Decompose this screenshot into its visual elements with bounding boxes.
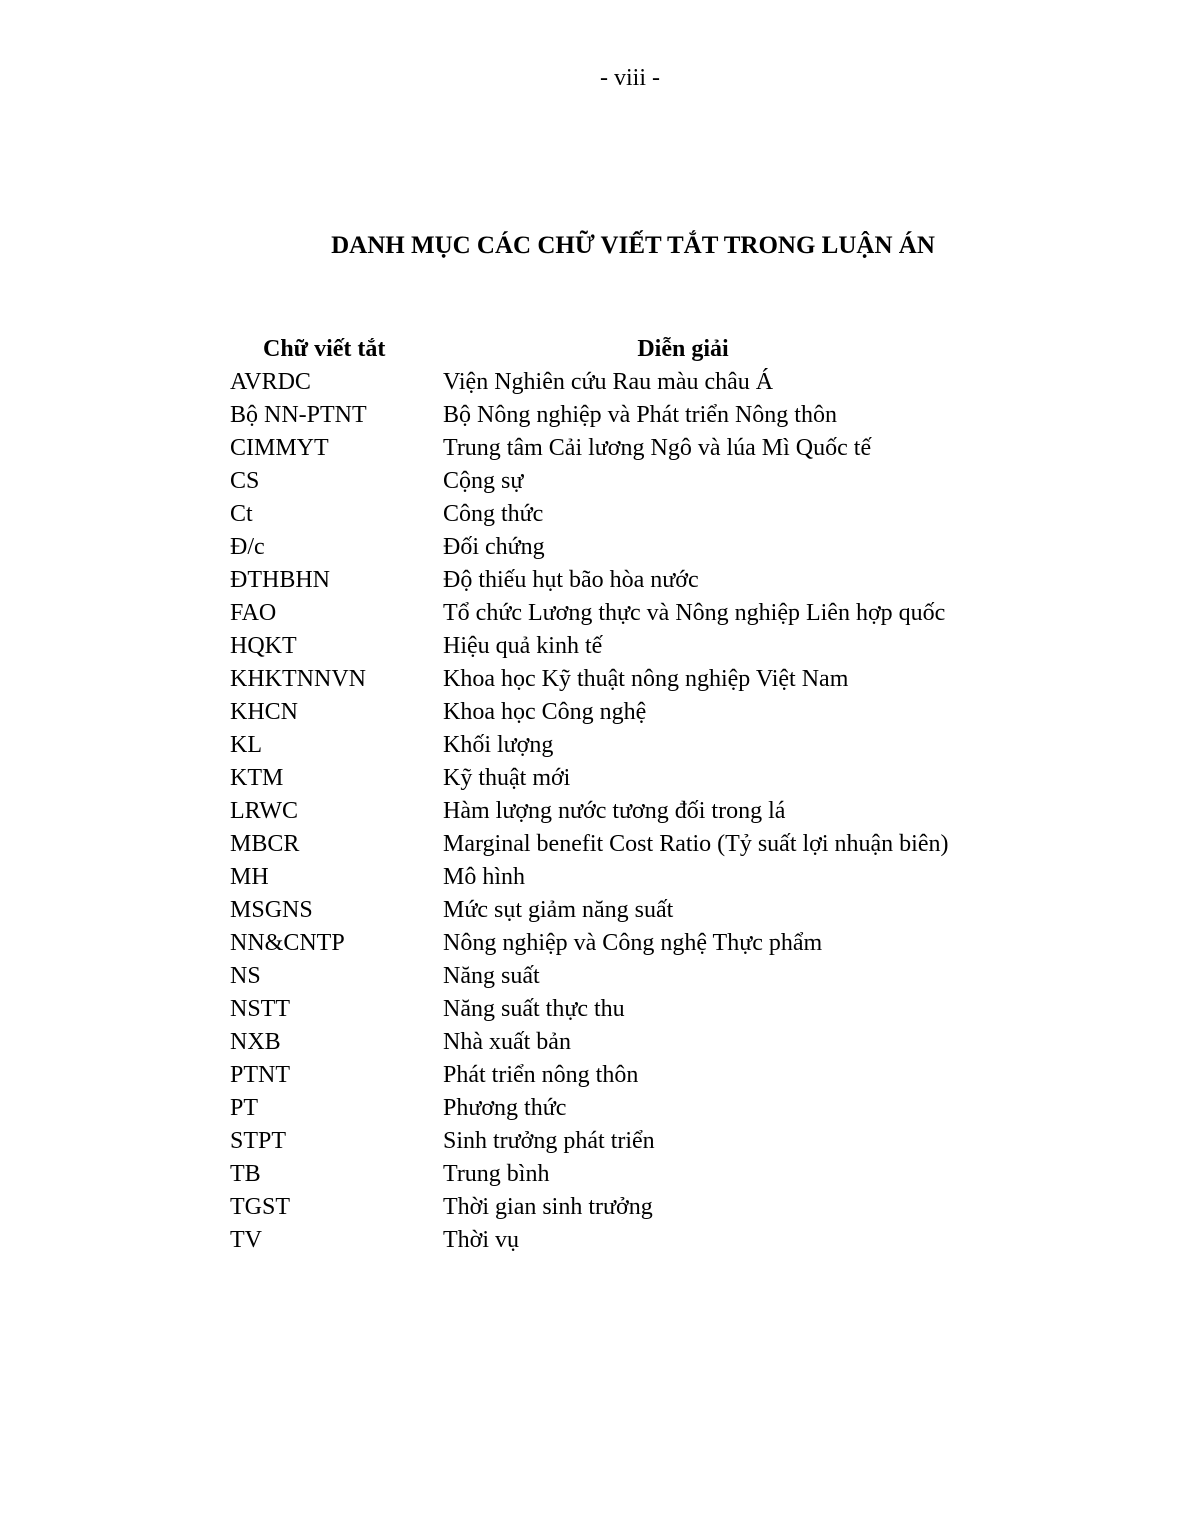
description-cell: Nông nghiệp và Công nghệ Thực phẩm bbox=[443, 930, 823, 956]
table-row bbox=[230, 993, 1003, 1026]
table-row bbox=[230, 1191, 1003, 1224]
abbreviation-cell: Ct bbox=[230, 501, 253, 527]
abbreviation-cell: KHKTNNVN bbox=[230, 666, 366, 692]
table-row bbox=[230, 531, 1003, 564]
abbreviation-cell: MH bbox=[230, 864, 269, 890]
abbreviation-cell: CS bbox=[230, 468, 260, 494]
table-row bbox=[230, 498, 1003, 531]
description-cell: Phát triển nông thôn bbox=[443, 1062, 639, 1088]
description-cell: Sinh trưởng phát triển bbox=[443, 1128, 655, 1154]
description-cell: Bộ Nông nghiệp và Phát triển Nông thôn bbox=[443, 402, 837, 428]
table-row bbox=[230, 663, 1003, 696]
table-row bbox=[230, 762, 1003, 795]
page-title: DANH MỤC CÁC CHỮ VIẾT TẮT TRONG LUẬN ÁN bbox=[331, 232, 935, 259]
description-cell: Khối lượng bbox=[443, 732, 554, 758]
table-row bbox=[230, 1158, 1003, 1191]
abbreviation-cell: NS bbox=[230, 963, 261, 989]
abbreviation-cell: TGST bbox=[230, 1194, 290, 1220]
abbreviation-table bbox=[230, 333, 1003, 1257]
abbreviation-cell: LRWC bbox=[230, 798, 299, 824]
abbreviation-cell: NN&CNTP bbox=[230, 930, 345, 956]
description-cell: Thời gian sinh trưởng bbox=[443, 1194, 653, 1220]
description-cell: Viện Nghiên cứu Rau màu châu Á bbox=[443, 369, 774, 395]
table-body bbox=[230, 366, 1003, 1257]
abbreviation-cell: NXB bbox=[230, 1029, 281, 1055]
table-row bbox=[230, 927, 1003, 960]
abbreviation-cell: PT bbox=[230, 1095, 259, 1121]
description-cell: Trung tâm Cải lương Ngô và lúa Mì Quốc tế bbox=[443, 435, 872, 461]
description-cell: Trung bình bbox=[443, 1161, 550, 1187]
table-row bbox=[230, 630, 1003, 663]
abbreviation-cell: STPT bbox=[230, 1128, 287, 1154]
abbreviation-cell: ĐTHBHN bbox=[230, 567, 330, 593]
description-cell: Năng suất thực thu bbox=[443, 996, 625, 1022]
abbreviation-cell: MBCR bbox=[230, 831, 300, 857]
table-row bbox=[230, 1059, 1003, 1092]
description-cell: Cộng sự bbox=[443, 468, 524, 494]
table-row bbox=[230, 1026, 1003, 1059]
abbreviation-cell: FAO bbox=[230, 600, 277, 626]
table-row bbox=[230, 894, 1003, 927]
abbreviation-cell: PTNT bbox=[230, 1062, 290, 1088]
table-row bbox=[230, 465, 1003, 498]
description-cell: Mức sụt giảm năng suất bbox=[443, 897, 674, 923]
table-row bbox=[230, 795, 1003, 828]
abbreviation-cell: Bộ NN-PTNT bbox=[230, 402, 367, 428]
description-cell: Phương thức bbox=[443, 1095, 567, 1121]
description-cell: Hiệu quả kinh tế bbox=[443, 633, 603, 659]
description-cell: Marginal benefit Cost Ratio (Tỷ suất lợi nhuận biên) bbox=[443, 831, 949, 857]
description-cell: Độ thiếu hụt bão hòa nước bbox=[443, 567, 699, 593]
abbreviation-cell: NSTT bbox=[230, 996, 290, 1022]
table-row bbox=[230, 432, 1003, 465]
description-cell: Kỹ thuật mới bbox=[443, 765, 571, 791]
page-number: - viii - bbox=[600, 65, 660, 91]
abbreviation-cell: TB bbox=[230, 1161, 261, 1187]
table-row bbox=[230, 366, 1003, 399]
abbreviation-cell: KHCN bbox=[230, 699, 299, 725]
table-row bbox=[230, 1092, 1003, 1125]
table-row bbox=[230, 564, 1003, 597]
table-row bbox=[230, 597, 1003, 630]
description-cell: Hàm lượng nước tương đối trong lá bbox=[443, 798, 786, 824]
table-row bbox=[230, 960, 1003, 993]
description-cell: Đối chứng bbox=[443, 534, 545, 560]
abbreviation-cell: KTM bbox=[230, 765, 284, 791]
table-row bbox=[230, 1224, 1003, 1257]
table-row bbox=[230, 696, 1003, 729]
table-row bbox=[230, 729, 1003, 762]
description-cell: Công thức bbox=[443, 501, 544, 527]
description-cell: Nhà xuất bản bbox=[443, 1029, 571, 1055]
description-cell: Thời vụ bbox=[443, 1227, 520, 1253]
abbreviation-cell: MSGNS bbox=[230, 897, 313, 923]
description-cell: Khoa học Công nghệ bbox=[443, 699, 647, 725]
header-abbreviation: Chữ viết tắt bbox=[263, 336, 386, 362]
abbreviation-cell: Đ/c bbox=[230, 534, 265, 560]
abbreviation-cell: CIMMYT bbox=[230, 435, 329, 461]
table-row bbox=[230, 399, 1003, 432]
abbreviation-cell: TV bbox=[230, 1227, 262, 1253]
abbreviation-cell: KL bbox=[230, 732, 262, 758]
header-description: Diễn giải bbox=[637, 336, 729, 362]
abbreviation-cell: HQKT bbox=[230, 633, 297, 659]
description-cell: Mô hình bbox=[443, 864, 526, 890]
table-header-row bbox=[230, 333, 1003, 366]
table-row bbox=[230, 861, 1003, 894]
description-cell: Khoa học Kỹ thuật nông nghiệp Việt Nam bbox=[443, 666, 849, 692]
table-row bbox=[230, 828, 1003, 861]
table-row bbox=[230, 1125, 1003, 1158]
abbreviation-cell: AVRDC bbox=[230, 369, 311, 395]
description-cell: Năng suất bbox=[443, 963, 540, 989]
description-cell: Tổ chức Lương thực và Nông nghiệp Liên hợp quốc bbox=[443, 600, 946, 626]
